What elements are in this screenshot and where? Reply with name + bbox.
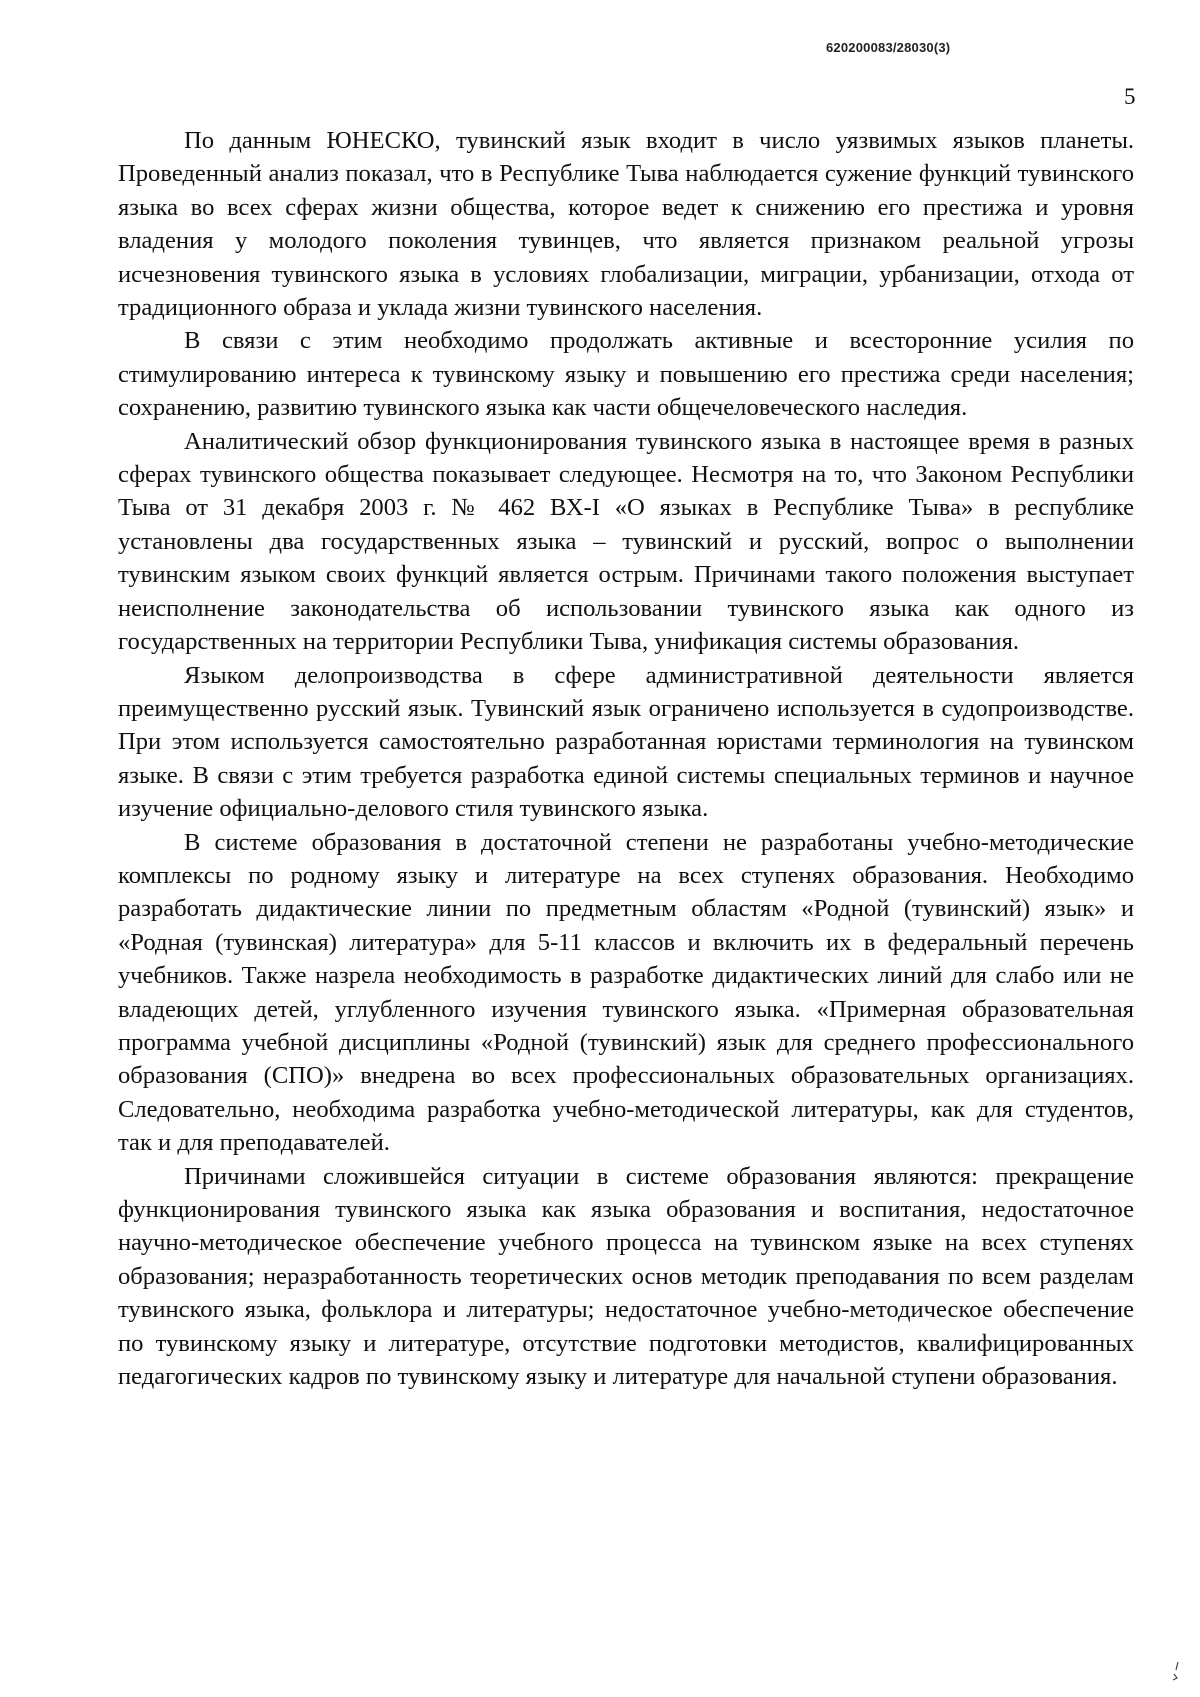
paragraph-preservation-efforts: В связи с этим необходимо продолжать активные и всесторонние усилия по стимулированию интереса к тувинскому языку и повышению его престижа среди населения; сохранению, развитию тувинского языка как части общечеловеческого наследия. [118, 327, 1134, 422]
paragraph-causes: Причинами сложившейся ситуации в системе образования являются: прекращение функционирования тувинского языка как языка образования и воспитания, недостаточное научно-методическое обеспечение учебного процесса на тувинском языке на всех ступенях образования; неразработанность теоретических основ методик преподавания по всем разделам тувинского языка, фольклора и литературы; недостаточное учебно-методическое обеспечение по тувинскому языку и литературе, отсутствие подготовки методистов, квалифицированных педагогических кадров по тувинскому языку и литературе для начальной ступени образования. [118, 1162, 1134, 1391]
paragraph-administrative-language: Языком делопроизводства в сфере административной деятельности является преимущественно русский язык. Тувинский язык ограничено используется в судопроизводстве. При этом используется самостоятельно разработанная юристами терминология на тувинском языке. В связи с этим требуется разработка единой системы специальных терминов и научное изучение официально-делового стиля тувинского языка. [118, 661, 1134, 823]
document-reference-code: 620200083/28030(3) [826, 40, 951, 55]
paragraph-analytical-review: Аналитический обзор функционирования тувинского языка в настоящее время в разных сферах тувинского общества показывает следующее. Несмотря на то, что Законом Республики Тыва от 31 декабря 2003 г. № 462 ВХ-I «О языках в Республике Тыва» в республике установлены два государственных языка – тувинский и русский, вопрос о выполнении тувинским языком своих функций является острым. Причинами такого положения выступает неисполнение законодательства об использовании тувинского языка как одного из государственных на территории Республики Тыва, унификация системы образования. [118, 427, 1134, 656]
paragraph-unesco-vulnerability: По данным ЮНЕСКО, тувинский язык входит в число уязвимых языков планеты. Проведенный анализ показал, что в Республике Тыва наблюдается сужение функций тувинского языка во всех сферах жизни общества, которое ведет к снижению его престижа и уровня владения у молодого поколения тувинцев, что является признаком реальной угрозы исчезновения тувинского языка в условиях глобализации, миграции, урбанизации, отхода от традиционного образа и уклада жизни тувинского населения. [118, 127, 1134, 322]
page-number: 5 [1124, 84, 1136, 109]
scan-mark-icon [1170, 1660, 1182, 1682]
document-body [118, 124, 1134, 1393]
paragraph-education-system: В системе образования в достаточной степени не разработаны учебно-методические комплексы по родному языку и литературе на всех ступенях образования. Необходимо разработать дидактические линии по предметным областям «Родной (тувинский) язык» и «Родная (тувинская) литература» для 5-11 классов и включить их в федеральный перечень учебников. Также назрела необходимость в разработке дидактических линий для слабо или не владеющих детей, углубленного изучения тувинского языка. «Примерная образовательная программа учебной дисциплины «Родной (тувинский) язык для среднего профессионального образования (СПО)» внедрена во всех профессиональных образовательных организациях. Следовательно, необходима разработка учебно-методической литературы, как для студентов, так и для преподавателей. [118, 828, 1134, 1157]
